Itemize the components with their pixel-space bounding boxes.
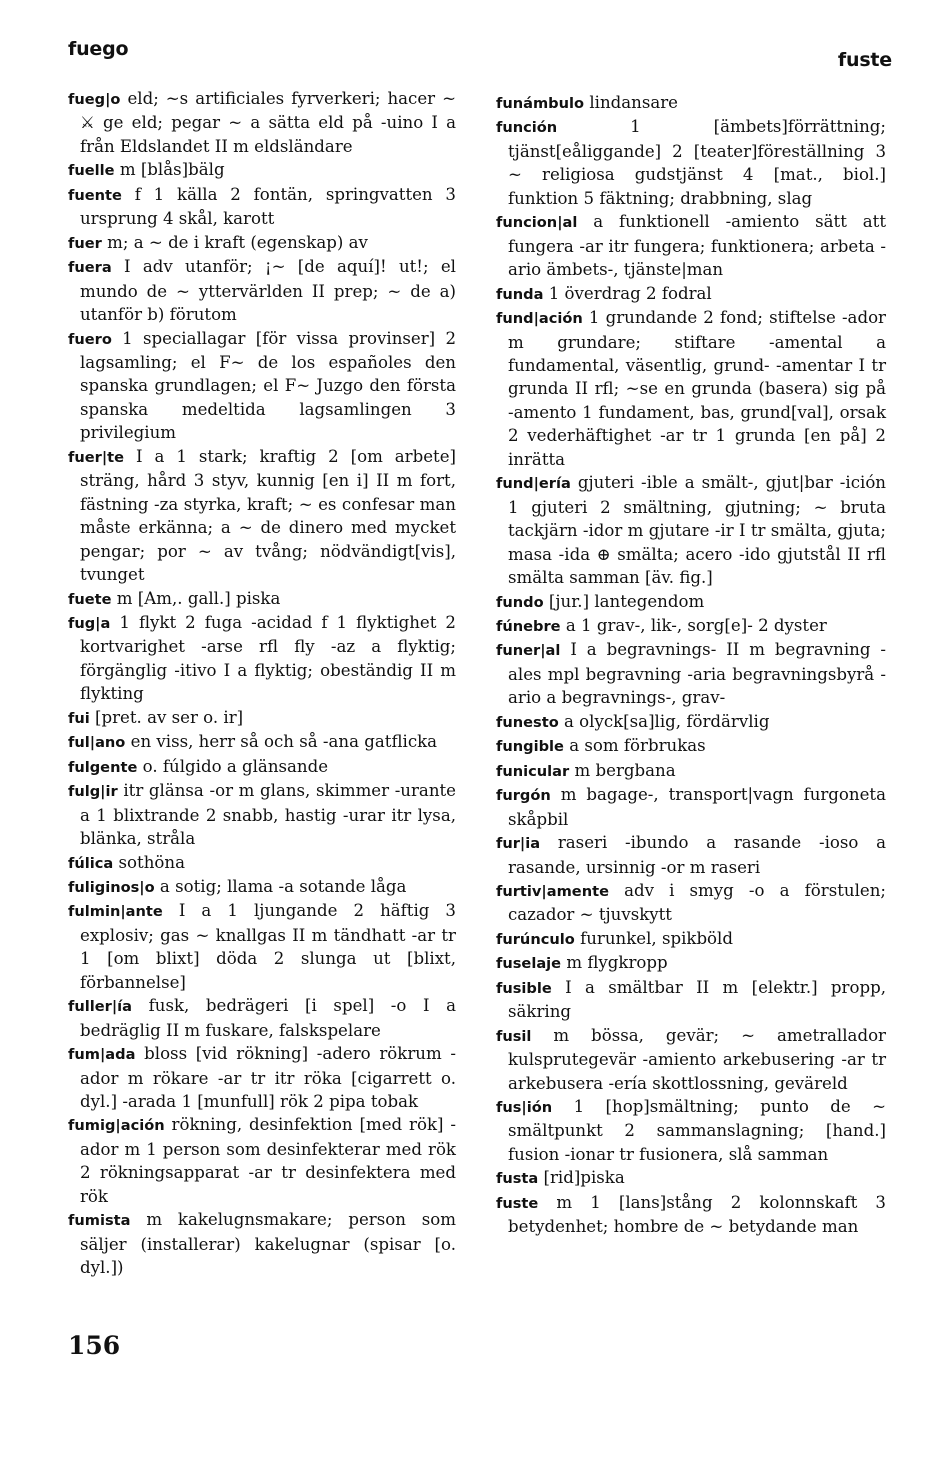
entry-definition: m kakelugnsmakare; person som säljer (installerar) kakelugnar (spisar [o. dyl.]) [80, 1210, 456, 1278]
entry-definition: I a begravnings- II m begravning -ales mpl begravning -aria begravningsbyrå -ario a begravnings-, grav- [508, 640, 886, 708]
entry-definition: m bergbana [569, 760, 676, 780]
dictionary-entry [68, 899, 456, 994]
dictionary-entry [68, 851, 456, 875]
entry-definition: [jur.] lantegendom [543, 591, 705, 611]
headword: ful|ano [68, 734, 126, 752]
entry-definition: bloss [vid rökning] -adero rökrum -ador m rökare -ar tr itr röka [cigarrett o. dyl.] -arada 1 [munfull] rök 2 pipa tobak [80, 1044, 456, 1112]
headword: fueg|o [68, 91, 121, 108]
headword: fur|ia [496, 835, 541, 853]
entry-definition: I a 1 ljungande 2 häftig 3 explosiv; gas ~ knallgas II m tändhatt -ar tr 1 [om blixt] döda 2 slunga ut [blixt, förbannelse] [80, 901, 456, 992]
dictionary-entry [496, 210, 886, 281]
entry-definition: en viss, herr så och så -ana gatflicka [125, 732, 438, 752]
entry-definition: I adv utanför; ¡~ [de aquí]! ut!; el mundo de ~ yttervärlden II prep; ~ de a) utanför b) förutom [80, 257, 456, 325]
dictionary-entry [496, 1191, 886, 1239]
headword: fuente [68, 186, 122, 204]
headword: fuera [68, 259, 112, 277]
dictionary-entry [68, 87, 456, 158]
entry-definition: m bagage-, transport|vagn furgoneta skåpbil [508, 785, 886, 829]
headword: furúnculo [496, 930, 575, 948]
dictionary-entry [496, 759, 886, 783]
dictionary-entry [496, 614, 886, 638]
entry-definition: fusk, bedrägeri [i spel] -o I a bedräglig II m fuskare, falskspelare [80, 996, 456, 1040]
dictionary-entry [496, 831, 886, 879]
entry-definition: adv i smyg -o a förstulen; cazador ~ tjuvskytt [508, 880, 886, 925]
dictionary-entry [68, 587, 456, 611]
entry-definition: eld; ~s artificiales fyrverkeri; hacer ~ ⚔ ge eld; pegar ~ a sätta eld på -uino I a från Eldslandet II m eldsländare [80, 89, 456, 156]
dictionary-entry [68, 779, 456, 850]
entry-definition: 1 [ämbets]förrättning; tjänst[eåliggande] 2 [teater]föreställning 3 ~ religiosa gudstjänst 4 [mat., biol.] funktion 5 fäktning; drabbning, slag [508, 117, 886, 208]
entry-definition: lindansare [584, 93, 679, 112]
dictionary-entry [496, 710, 886, 734]
dictionary-entry [68, 875, 456, 899]
dictionary-entry [496, 1095, 886, 1166]
dictionary-entry [68, 183, 456, 231]
headword: fuste [496, 1194, 539, 1212]
entry-definition: furunkel, spikböld [574, 928, 733, 948]
headword: furgón [496, 787, 551, 805]
entry-definition: m [Am,. gall.] piska [111, 588, 281, 608]
headword: fungible [496, 738, 564, 756]
dictionary-entry [496, 115, 886, 210]
headword: funcion|al [496, 214, 578, 232]
right-column [496, 91, 886, 1239]
headword: fumig|ación [68, 1117, 165, 1135]
dictionary-entry [68, 445, 456, 587]
headword: fund|ería [496, 475, 571, 493]
entry-definition: sothöna [113, 852, 185, 872]
dictionary-entry [68, 755, 456, 779]
headword: fundo [496, 593, 544, 611]
headword: fúnebre [496, 617, 561, 635]
entry-definition: [pret. av ser o. ir] [89, 707, 244, 727]
headword: fuselaje [496, 955, 562, 973]
dictionary-entry [496, 282, 886, 306]
headword: fug|a [68, 614, 111, 632]
headword: fúlica [68, 854, 114, 872]
dictionary-entry [68, 611, 456, 706]
dictionary-entry [68, 327, 456, 445]
dictionary-entry [496, 879, 886, 927]
dictionary-entry [496, 783, 886, 831]
dictionary-entry [496, 976, 886, 1024]
entry-definition: 1 speciallagar [för vissa provinser] 2 lagsamling; el F~ de los españoles den spanska grundlagen; el F~ Juzgo den första spanska medeltida lagsamlingen 3 privilegium [80, 328, 456, 443]
headword: fulg|ir [68, 783, 118, 801]
dictionary-entry [68, 158, 456, 182]
dictionary-entry [496, 638, 886, 709]
entry-definition: I a smältbar II m [elektr.] propp, säkring [508, 977, 886, 1022]
headword: fusil [496, 1027, 532, 1045]
headword: fuer [68, 234, 102, 252]
headword: fuliginos|o [68, 878, 155, 896]
headword: fuero [68, 330, 112, 348]
headword: función [496, 119, 558, 137]
dictionary-entry [68, 255, 456, 326]
headword: fuller|ía [68, 998, 133, 1016]
entry-definition: raseri -ibundo a rasande -ioso a rasande, ursinnig -or m raseri [508, 833, 886, 877]
entry-definition: m 1 [lans]stång 2 kolonnskaft 3 betydenhet; hombre de ~ betydande man [508, 1192, 886, 1237]
headword: fuer|te [68, 448, 125, 466]
entry-definition: m [blås]bälg [114, 160, 225, 180]
entry-definition: a olyck[sa]lig, fördärvlig [558, 711, 770, 731]
dictionary-entry [68, 730, 456, 754]
page-number: 156 [68, 1331, 121, 1360]
headword: fum|ada [68, 1046, 136, 1064]
entry-definition: a som förbrukas [563, 736, 706, 756]
entry-definition: itr glänsa -or m glans, skimmer -urante a 1 blixtrande 2 snabb, hastig -urar itr lysa, blänka, stråla [80, 781, 456, 849]
running-head-left: fuego [68, 38, 129, 60]
entry-definition: a 1 grav-, lik-, sorg[e]- 2 dyster [560, 615, 827, 635]
dictionary-entry [68, 706, 456, 730]
headword: funesto [496, 713, 559, 731]
headword: funer|al [496, 642, 561, 660]
dictionary-entry [68, 1042, 456, 1113]
headword: fusible [496, 979, 552, 997]
entry-definition: a sotig; llama -a sotande låga [154, 876, 407, 896]
headword: fulmin|ante [68, 903, 163, 921]
dictionary-entry [496, 91, 886, 115]
dictionary-entry [68, 1208, 456, 1279]
dictionary-entry [496, 590, 886, 614]
entry-definition: a funktionell -amiento sätt att fungera -ar itr fungera; funktionera; arbeta -ario ämbets-, tjänste|man [508, 212, 886, 280]
headword: fumista [68, 1212, 131, 1230]
entry-definition: 1 överdrag 2 fodral [543, 283, 712, 303]
headword: funámbulo [496, 95, 585, 112]
dictionary-entry [496, 471, 886, 589]
entry-definition: f 1 källa 2 fontän, springvatten 3 ursprung 4 skål, karott [80, 184, 456, 229]
headword: fusta [496, 1170, 539, 1188]
dictionary-entry [496, 951, 886, 975]
headword: fund|ación [496, 310, 583, 328]
entry-definition: m bössa, gevär; ~ ametrallador kulsprutegevär -amiento arkebusering -ar tr arkebusera -ería skottlossning, geväreld [508, 1025, 886, 1093]
dictionary-entry [496, 734, 886, 758]
dictionary-entry [68, 1113, 456, 1208]
entry-definition: 1 flykt 2 fuga -acidad f 1 flyktighet 2 kortvarighet -arse rfl fly -az a flyktig; förgänglig -itivo I a flyktig; obeständig II m flykting [80, 612, 456, 704]
headword: fus|ión [496, 1099, 553, 1117]
dictionary-entry [68, 231, 456, 255]
entry-definition: I a 1 stark; kraftig 2 [om arbete] sträng, hård 3 styv, kunnig [en i] II m fort, fästning -za styrka, kraft; ~ es confesar man måste erkänna; a ~ de dinero med mycket pengar; por ~ av tvång; nödvändigt[vis], tvunget [80, 446, 456, 585]
dictionary-entry [496, 1024, 886, 1095]
entry-definition: m flygkropp [561, 953, 668, 973]
entry-definition: 1 grundande 2 fond; stiftelse -ador m grundare; stiftare -amental a fundamental, väsentlig, grund- -amentar I tr grunda II rfl; ~se en grunda (basera) sig på -amento 1 fundament, bas, grund[val], orsak 2 vederhäftighet -ar tr 1 grunda [en på] 2 inrätta [508, 308, 886, 469]
headword: fuete [68, 590, 112, 608]
headword: funda [496, 285, 544, 303]
headword: fui [68, 709, 90, 727]
dictionary-entry [496, 927, 886, 951]
entry-definition: m; a ~ de i kraft (egenskap) av [101, 232, 368, 252]
entry-definition: gjuteri -ible a smält-, gjut|bar -ición 1 gjuteri 2 smältning, gjutning; ~ bruta tackjärn -idor m gjutare -ir I tr smälta, gjuta; masa -ida ⊕ smälta; acero -ido gjutstål II rfl smälta samman [äv. fig.] [508, 473, 886, 588]
headword: funicular [496, 762, 570, 780]
running-head-right: fuste [837, 49, 892, 71]
dictionary-entry [68, 994, 456, 1042]
headword: fuelle [68, 162, 115, 180]
headword: furtiv|amente [496, 882, 609, 900]
entry-definition: 1 [hop]smältning; punto de ~ smältpunkt 2 sammanslagning; [hand.] fusion -ionar tr fusionera, slå samman [508, 1097, 886, 1164]
left-column [68, 87, 456, 1280]
dictionary-entry [496, 306, 886, 471]
headword: fulgente [68, 758, 138, 776]
dictionary-entry [496, 1166, 886, 1190]
entry-definition: [rid]piska [538, 1168, 625, 1188]
entry-definition: o. fúlgido a glänsande [137, 756, 329, 776]
entry-definition: rökning, desinfektion [med rök] -ador m 1 person som desinfekterar med rök 2 rökningsapparat -ar tr desinfektera med rök [80, 1115, 456, 1206]
